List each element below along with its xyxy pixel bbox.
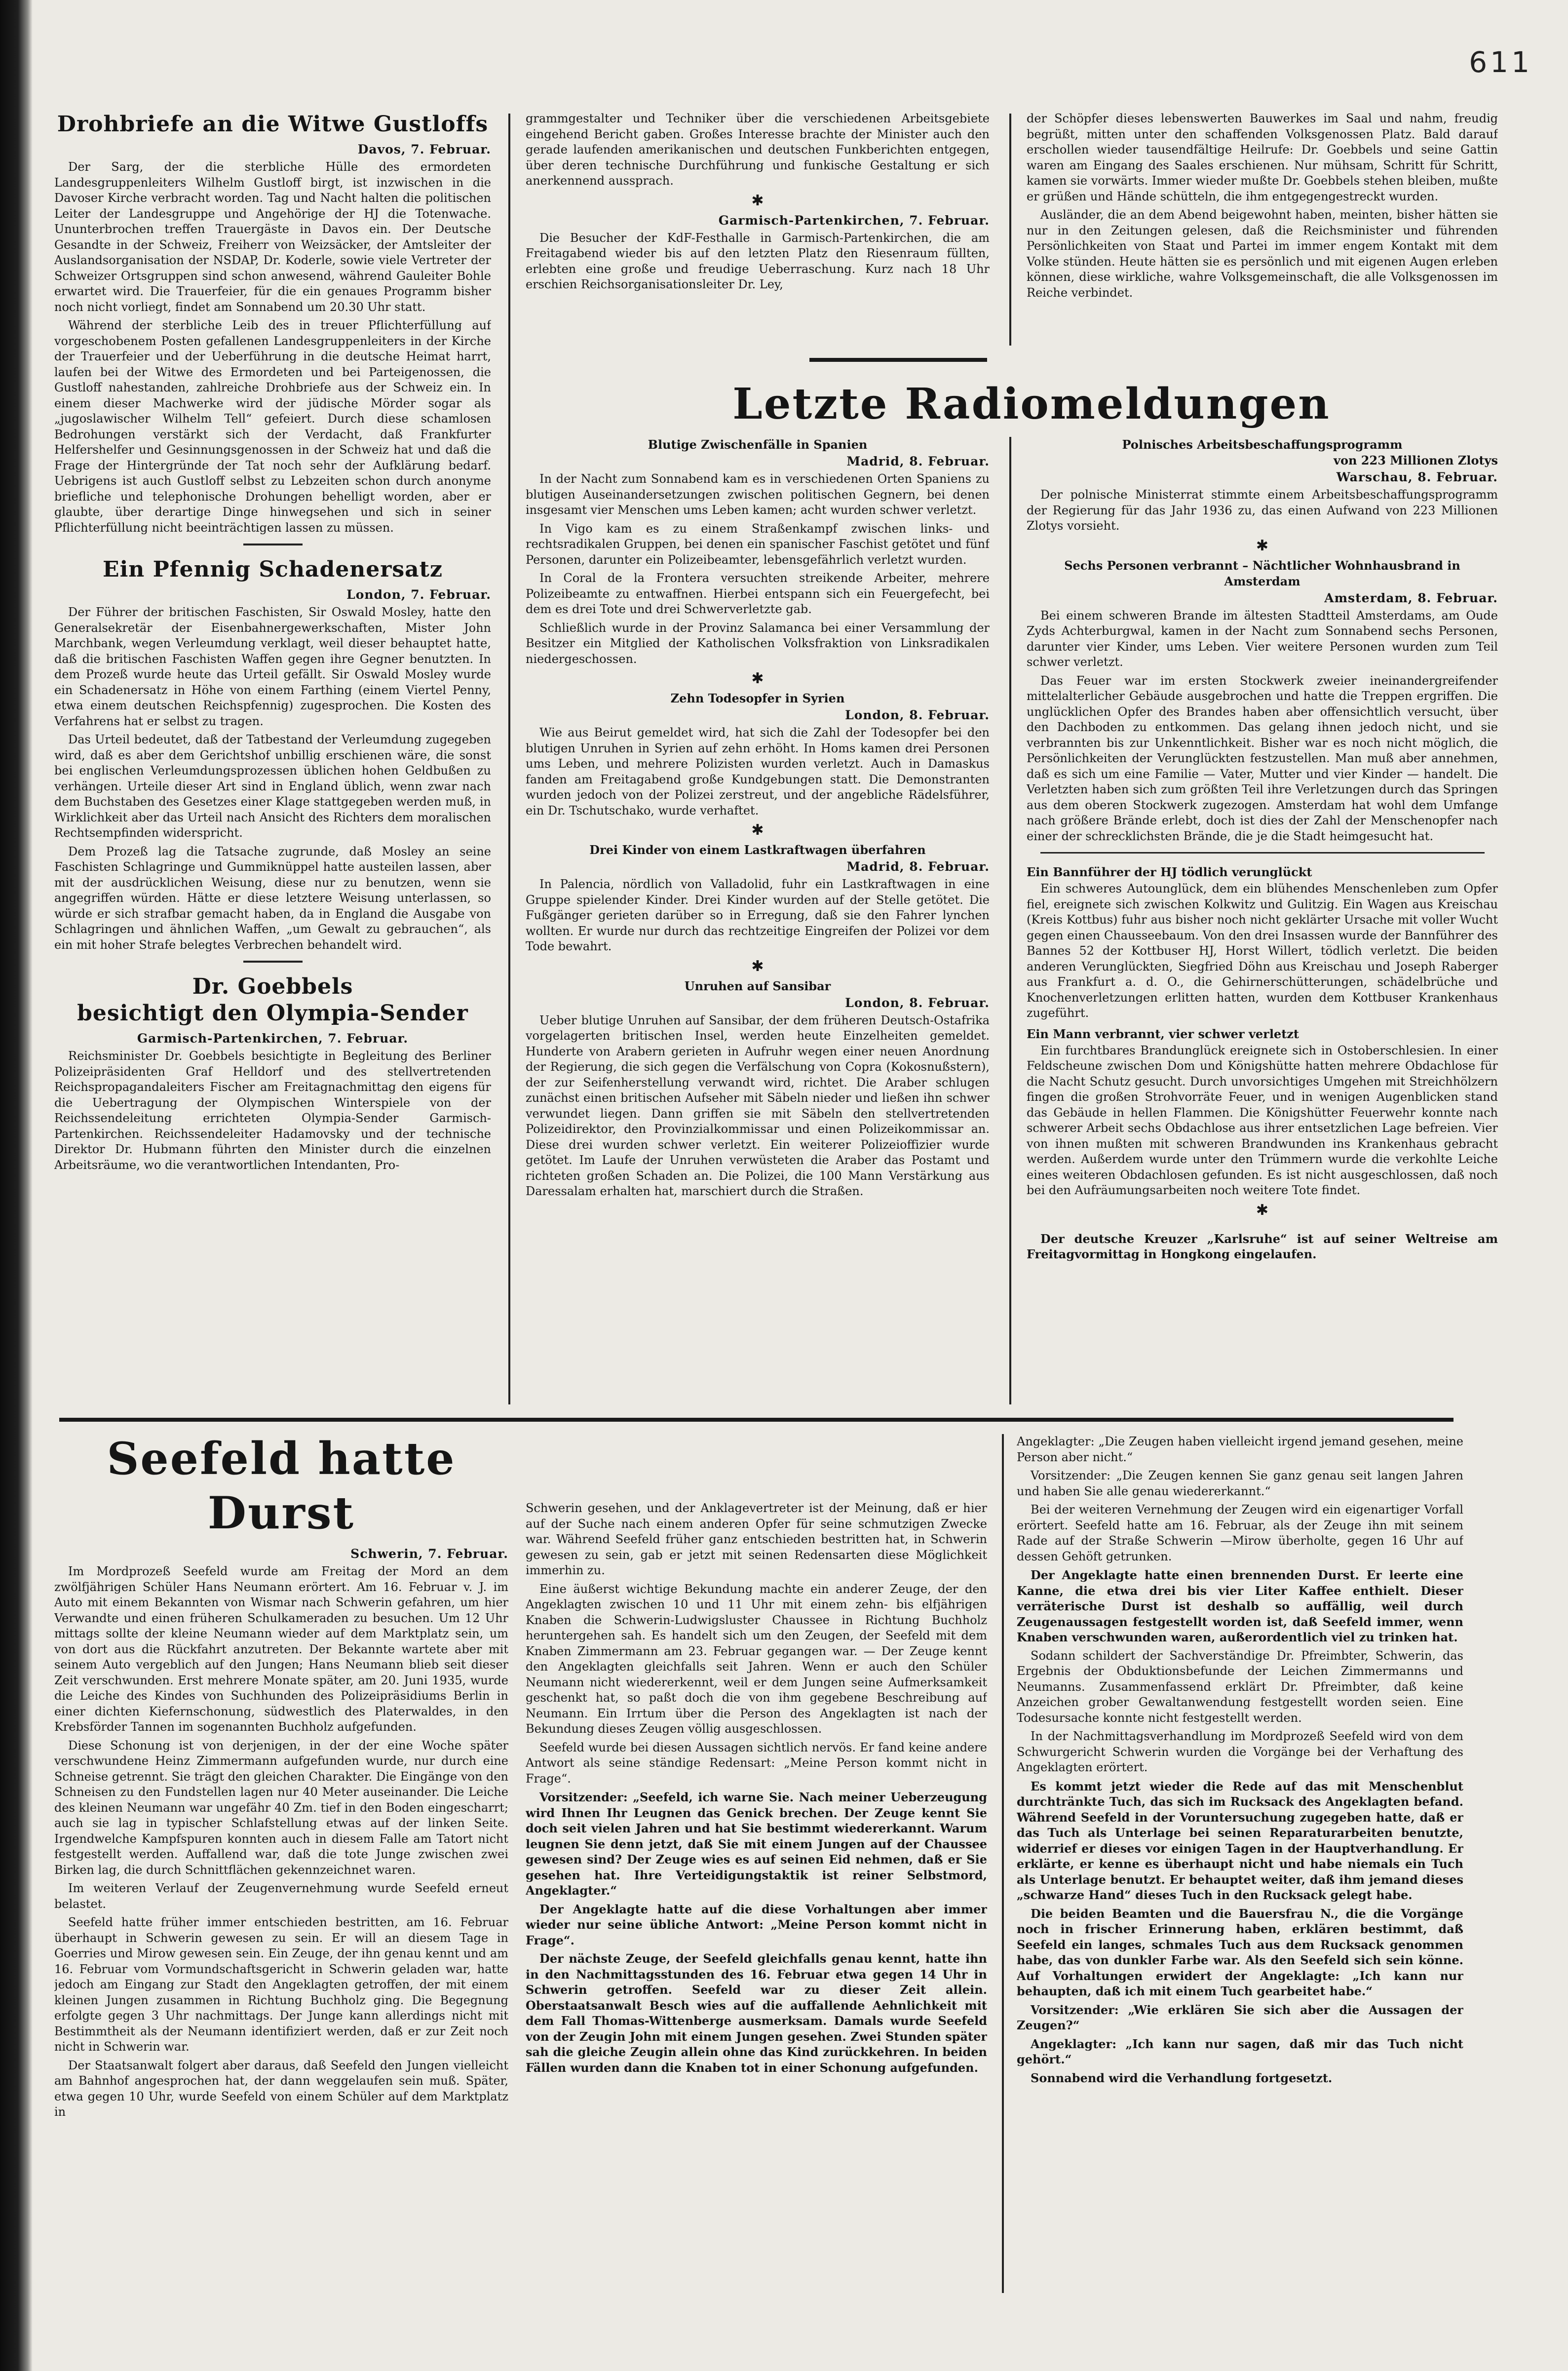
article-headline-goebbels-2: besichtigt den Olympia-Sender xyxy=(77,1001,468,1026)
article-paragraph: Der Führer der britischen Faschisten, Sir Oswald Mosley, hatte den Generalsekretär der Eisenbahnergewerkschaften, Mister John Marchbank, wegen Verleumdung verklagt, weil dieser behauptet hatte, daß die britischen Faschisten Waffen gegen ihre Gegner benutzten. In dem Prozeß wurde heute das Urteil gefällt. Sir Oswald Mosley wurde ein Schadenersatz in Höhe von einem Farthing (einem Viertel Penny, etwa einem deutschen Reichspfennig) zugesprochen. Die Kosten des Verfahrens hat er selbst zu tragen. xyxy=(54,605,491,728)
star-separator: ✱ xyxy=(1256,1201,1269,1219)
dateline: Madrid, 8. Februar. xyxy=(846,454,990,468)
dateline: London, 8. Februar. xyxy=(845,995,990,1010)
dateline: Schwerin, 7. Februar. xyxy=(350,1547,508,1561)
dateline: Amsterdam, 8. Februar. xyxy=(1324,590,1498,605)
article-headline-pfennig: Ein Pfennig Schadenersatz xyxy=(103,557,443,582)
bottom-column-1 xyxy=(54,1432,508,2335)
article-paragraph: Das Urteil bedeutet, daß der Tatbestand der Verleumdung zugegeben wird, daß es aber dem Gerichtshof unbillig erschienen wäre, die sonst bei englischen Verleumdungsprozessen üblichen hohen Geldbußen zu verhängen. Urteile dieser Art sind in England üblich, wenn zwar nach dem Buchstaben des Gesetzes einer Klage stattgegeben werden muß, in Wirklichkeit aber das Urteil nach Ansicht des Richters dem moralischen Rechtsempfinden widerspricht. xyxy=(54,733,491,840)
page-number: 611 xyxy=(1469,45,1532,79)
column-rule xyxy=(1009,437,1011,1404)
article-paragraph: Der polnische Ministerrat stimmte einem Arbeitsbeschaffungsprogramm der Regierung für das Jahr 1936 zu, das einen Aufwand von 223 Millionen Zlotys vorsieht. xyxy=(1027,488,1498,533)
star-separator: ✱ xyxy=(751,957,764,975)
dateline: Garmisch-Partenkirchen, 7. Februar. xyxy=(718,213,990,228)
article-paragraph: grammgestalter und Techniker über die verschiedenen Arbeitsgebiete eingehend Bericht gaben. Großes Interesse brachte der Minister auch den gerade laufenden amerikanischen und deutschen Funkberichten entgegen, über deren technische Durchführung und funkische Gestaltung er sich anerkennend aussprach. xyxy=(526,112,990,188)
article-paragraph: Dem Prozeß lag die Tatsache zugrunde, daß Mosley an seine Faschisten Schlagringe und Gummiknüppel hatte austeilen lassen, aber mit der ausdrücklichen Weisung, diese nur zu benutzen, wenn sie angegriffen würden. Hätte er diese letztere Weisung unterlassen, so würde er sich strafbar gemacht haben, da in England die Ausgabe von Schlagringen und ähnlichen Waffen, „um Gewalt zu gebrauchen“, als ein mit hoher Strafe belegtes Verbrechen behandelt wird. xyxy=(54,844,491,952)
dateline: London, 8. Februar. xyxy=(845,708,990,722)
article-paragraph: Vorsitzender: „Die Zeugen kennen Sie ganz genau seit langen Jahren und haben Sie alle genau wiedererkannt.“ xyxy=(1017,1469,1463,1498)
separator-rule xyxy=(1040,852,1485,854)
radio-item-title: Blutige Zwischenfälle in Spanien xyxy=(648,437,868,452)
article-paragraph: Seefeld wurde bei diesen Aussagen sichtlich nervös. Er fand keine andere Antwort als seine ständige Redensart: „Meine Person kommt nicht in Frage“. xyxy=(526,1740,987,1786)
radio-column-left xyxy=(526,437,990,1404)
article-paragraph: Die Besucher der KdF-Festhalle in Garmisch-Partenkirchen, die am Freitagabend wieder bis auf den letzten Platz den Riesenraum füllten, erlebten eine große und freudige Ueberraschung. Kurz nach 18 Uhr erschien Reichsorganisationsleiter Dr. Ley, xyxy=(526,231,990,291)
top-column-3-upper xyxy=(1027,111,1498,343)
article-paragraph: Es kommt jetzt wieder die Rede auf das mit Menschenblut durchtränkte Tuch, das sich im Rucksack des Angeklagten befand. Während Seefeld in der Voruntersuchung zugegeben hatte, daß er das Tuch als Unterlage bei seinen Reparaturarbeiten benutzte, widerrief er dieses vor einigen Tagen in der Hauptverhandlung. Er erklärte, er kenne es überhaupt nicht und habe niemals ein Tuch als Unterlage benutzt. Er behauptet weiter, daß ihm jemand dieses „schwarze Hand“ dieses Tuch in den Rucksack gelegt habe. xyxy=(1017,1779,1463,1902)
separator-rule xyxy=(243,544,303,545)
bottom-column-3 xyxy=(1017,1434,1463,2335)
seefeld-headline: Seefeld hatte Durst xyxy=(107,1433,456,1539)
top-column-1 xyxy=(54,111,491,1407)
article-paragraph: Ausländer, die an dem Abend beigewohnt haben, meinten, bisher hätten sie nur in den Zeitungen gelesen, daß die Reichsminister und führenden Persönlichkeiten von Staat und Partei im immer engem Kontakt mit dem Volke stünden. Heute hätten sie es persönlich und mit eigenen Augen erleben können, diese wirkliche, wahre Volksgemeinschaft, die alle Volksgenossen im Reiche verbindet. xyxy=(1027,208,1498,300)
article-paragraph: Schwerin gesehen, und der Anklagevertreter ist der Meinung, daß er hier auf der Suche nach einem anderen Opfer für seine schmutzigen Zwecke war. Während Seefeld früher ganz entschieden bestritten hat, in Schwerin gewesen zu sein, gab er jetzt mit seinen Redensarten diese Möglichkeit immerhin zu. xyxy=(526,1501,987,1577)
radio-item-title: Sechs Personen verbrannt – Nächtlicher Wohnhausbrand in Amsterdam xyxy=(1064,558,1460,588)
column-rule xyxy=(1009,114,1011,346)
article-paragraph: Schließlich wurde in der Provinz Salamanca bei einer Versammlung der Besitzer ein Mitglied der Katholischen Volksfraktion von Linksradikalen niedergeschossen. xyxy=(526,621,990,666)
article-paragraph: Angeklagter: „Die Zeugen haben vielleicht irgend jemand gesehen, meine Person aber nicht.“ xyxy=(1017,1435,1463,1464)
article-paragraph: In Coral de la Frontera versuchten streikende Arbeiter, mehrere Polizeibeamte zu entwaffnen. Hierbei entspann sich ein Feuergefecht, bei dem es drei Tote und drei Schwerverletzte gab. xyxy=(526,571,990,616)
article-paragraph: Im weiteren Verlauf der Zeugenvernehmung wurde Seefeld erneut belastet. xyxy=(54,1881,508,1911)
article-paragraph: Der Angeklagte hatte einen brennenden Durst. Er leerte eine Kanne, die etwa drei bis vier Liter Kaffee enthielt. Dieser verräterische Durst ist deshalb so auffällig, weil durch Zeugenaussagen festgestellt worden ist, daß Seefeld immer, wenn Knaben verschwunden waren, außerordentlich viel zu trinken hat. xyxy=(1017,1568,1463,1644)
article-headline-goebbels-1: Dr. Goebbels xyxy=(192,974,353,999)
page-binding-edge xyxy=(0,0,33,2371)
closing-note: Sonnabend wird die Verhandlung fortgesetzt. xyxy=(1031,2070,1333,2085)
column-rule xyxy=(1002,1434,1004,2293)
cruiser-notice: Der deutsche Kreuzer „Karlsruhe“ ist auf seiner Weltreise am Freitagvormittag in Hongkong eingelaufen. xyxy=(1027,1231,1498,1261)
article-paragraph: Wie aus Beirut gemeldet wird, hat sich die Zahl der Todesopfer bei den blutigen Unruhen in Syrien auf zehn erhöht. In Homs kamen drei Personen ums Leben, und mehrere Polizisten wurden verletzt. Auch in Damaskus fanden am Freitagabend große Kundgebungen statt. Die Demonstranten wurden jedoch von der Polizei zerstreut, und der angebliche Rädelsführer, ein Dr. Tschutschako, wurde verhaftet. xyxy=(526,726,990,817)
article-paragraph: Ein furchtbares Brandunglück ereignete sich in Ostoberschlesien. In einer Feldscheune zwischen Dom und Königshütte hatten mehrere Obdachlose für die Nacht Schutz gesucht. Durch unvorsichtiges Umgehen mit Streichhölzern fingen die großen Strohvorräte Feuer, und in wenigen Augenblicken stand das Gebäude in hellen Flammen. Die Königshütter Feuerwehr konnte nach schwerer Arbeit sechs Obdachlose aus ihrer entsetzlichen Lage befreien. Vier von ihnen mußten mit schweren Brandwunden ins Krankenhaus gebracht werden. Außerdem wurde unter den Trümmern wurde die verkohlte Leiche eines weiteren Obdachlosen gefunden. Es ist nicht ausgeschlossen, daß noch bei den Aufräumungsarbeiten noch weitere Tote findet. xyxy=(1027,1043,1498,1197)
dateline: Garmisch-Partenkirchen, 7. Februar. xyxy=(137,1031,409,1046)
article-paragraph: der Schöpfer dieses lebenswerten Bauwerkes im Saal und nahm, freudig begrüßt, mitten unter den schaffenden Volksgenossen Platz. Bald darauf erschollen wieder tausendfältige Heilrufe: Dr. Goebbels und seine Gattin waren am Eingang des Saales erschienen. Nur mühsam, Schritt für Schritt, kamen sie vorwärts. Immer wieder mußte Dr. Goebbels stehen bleiben, mußte er grüßen und Hände schütteln, die ihm entgegengestreckt wurden. xyxy=(1027,112,1498,203)
article-paragraph: Das Feuer war im ersten Stockwerk zweier ineinandergreifender mittelalterlicher Gebäude ausgebrochen und hatte die Treppen ergriffen. Die unglücklichen Opfer des Brandes haben aber offensichtlich versucht, über den Dachboden zu entkommen. Das gelang ihnen jedoch nicht, und sie verbrannten bis zur Unkenntlichkeit. Bisher war es noch nicht möglich, die Persönlichkeiten der Verunglückten festzustellen. Man muß aber annehmen, daß es sich um eine Familie — Vater, Mutter und vier Kinder — handelt. Die Verletzten haben sich zum größten Teil ihre Verletzungen durch das Springen aus dem oberen Stockwerk zugezogen. Amsterdam hat wohl dem Umfange nach größere Brände erlebt, doch ist dies der Zahl der Menschenopfer nach einer der schrecklichsten Brände, die je die Stadt heimgesucht hat. xyxy=(1027,673,1498,843)
dateline: London, 7. Februar. xyxy=(346,587,491,602)
article-paragraph: Im Mordprozeß Seefeld wurde am Freitag der Mord an dem zwölfjährigen Schüler Hans Neumann erörtert. Am 16. Februar v. J. im Auto mit einem Bekannten von Wismar nach Schwerin gefahren, um hier Verwandte und einen früheren Schulkameraden zu besuchen. Um 12 Uhr mittags sollte der kleine Neumann wieder auf dem Marktplatz sein, um von dort aus die Rückfahrt anzutreten. Der Bekannte wartete aber mit seinem Auto vergeblich auf den Jungen; Hans Neumann blieb seit dieser Zeit verschwunden. Erst mehrere Monate später, am 20. Juni 1935, wurde die Leiche des Kindes von Suchhunden des Polizeipräsidiums Berlin in einer dichten Kiefernschonung, südwestlich des Platerwaldes, in den Krebsförder Tannen im sogenannten Buchholz aufgefunden. xyxy=(54,1564,508,1734)
section-rule xyxy=(59,1418,1453,1422)
article-paragraph: Die beiden Beamten und die Bauersfrau N., die die Vorgänge noch in frischer Erinnerung haben, erklären bestimmt, daß Seefeld ein langes, schmales Tuch aus dem Rucksack genommen habe, das von dunkler Farbe war. Als den Seefeld sich sein könne. Auf Vorhaltungen erwidert der Angeklagte: „Ich kann nur behaupten, daß ich mit einem Tuch gearbeitet habe.“ xyxy=(1017,1906,1463,1998)
radio-item-title: Unruhen auf Sansibar xyxy=(684,978,831,993)
article-paragraph: Bei der weiteren Vernehmung der Zeugen wird ein eigenartiger Vorfall erörtert. Seefeld hatte am 16. Februar, als der Zeuge ihn mit seinem Rade auf der Straße Schwerin —Mirow überholte, gegen 16 Uhr auf dessen Gehöft getrunken. xyxy=(1017,1503,1463,1563)
radio-column-right xyxy=(1027,437,1498,1404)
bottom-column-2 xyxy=(526,1501,987,2335)
dateline: Warschau, 8. Februar. xyxy=(1336,470,1498,484)
article-paragraph: Vorsitzender: „Wie erklären Sie sich aber die Aussagen der Zeugen?“ xyxy=(1017,2002,1463,2032)
radio-section-headline: Letzte Radiomeldungen xyxy=(732,379,1331,429)
article-paragraph: Vorsitzender: „Seefeld, ich warne Sie. Nach meiner Ueberzeugung wird Ihnen Ihr Leugnen das Genick brechen. Der Zeuge kennt Sie doch seit vielen Jahren und hat Sie bestimmt wiedererkannt. Warum leugnen Sie denn jetzt, daß Sie mit einem Jungen auf der Chaussee gewesen sind? Der Zeuge wies es auf seinen Eid nehmen, daß er Sie gesehen hat. Ihre Verteidigungstaktik ist reiner Selbstmord, Angeklagter.“ xyxy=(526,1790,987,1898)
separator-rule xyxy=(243,961,303,963)
article-paragraph: In der Nacht zum Sonnabend kam es in verschiedenen Orten Spaniens zu blutigen Auseinandersetzungen zwischen politischen Gegnern, bei denen insgesamt vier Menschen ums Leben kamen; acht wurden schwer verletzt. xyxy=(526,472,990,517)
article-paragraph: In Vigo kam es zu einem Straßenkampf zwischen links- und rechtsradikalen Gruppen, bei denen ein spanischer Faschist getötet und fünf Personen, darunter ein Polizeibeamter, lebensgefährlich verletzt wurden. xyxy=(526,521,990,567)
star-separator: ✱ xyxy=(1256,537,1269,554)
dateline: Madrid, 8. Februar. xyxy=(846,859,990,874)
radio-item-title: Zehn Todesopfer in Syrien xyxy=(670,691,845,705)
radio-item-title: Polnisches Arbeitsbeschaffungsprogramm xyxy=(1122,437,1403,452)
radio-item-title: Ein Mann verbrannt, vier schwer verletzt xyxy=(1027,1026,1299,1041)
article-paragraph: Der Angeklagte hatte auf die diese Vorhaltungen aber immer wieder nur seine übliche Antwort: „Meine Person kommt nicht in Frage“. xyxy=(526,1902,987,1947)
star-separator: ✱ xyxy=(751,670,764,687)
star-separator: ✱ xyxy=(751,821,764,839)
article-paragraph: Während der sterbliche Leib des in treuer Pflichterfüllung auf vorgeschobenem Posten gefallenen Landesgruppenleiters in der Kirche der Trauerfeier und der Ueberführung in die deutsche Heimat harrt, laufen bei der Witwe des Ermordeten und bei Parteigenossen, die Gustloff nahestanden, zahlreiche Drohbriefe aus der Schweiz ein. In einem dieser Machwerke wird der jüdische Mörder sogar als „jugoslawischer Wilhelm Tell“ gefeiert. Durch diese schamlosen Bedrohungen verstärkt sich der Verdacht, daß Frankfurter Helfershelfer und Gesinnungsgenossen in der Schweiz hat und daß die Frage der Hintergründe der Tat noch sehr der Aufklärung bedarf. Uebrigens ist auch Gustloff selbst zu Lebzeiten schon durch anonyme briefliche und telephonische Drohungen behelligt worden, aber er glaubte, über derartige Dinge hinwegsehen und sich in seiner Pflichterfüllung nicht beeinträchtigen lassen zu müssen. xyxy=(54,318,491,535)
article-paragraph: Reichsminister Dr. Goebbels besichtigte in Begleitung des Berliner Polizeipräsidenten Graf Helldorf und des stellvertretenden Reichspropagandaleiters Fischer am Freitagnachmittag den eigens für die Uebertragung der Olympischen Winterspiele von der Reichssendeleitung errichteten Olympia-Sender Garmisch-Partenkirchen. Reichssendeleiter Hadamovsky und der technische Direktor Dr. Hubmann führten den Minister durch die einzelnen Arbeitsräume, wo die verantwortlichen Intendanten, Pro- xyxy=(54,1049,491,1172)
article-paragraph: Ein schweres Autounglück, dem ein blühendes Menschenleben zum Opfer fiel, ereignete sich zwischen Kolkwitz und Gulitzig. Ein Wagen aus Kreischau (Kreis Kottbus) fuhr aus bisher noch nicht geklärter Ursache mit voller Wucht gegen einen Chausseebaum. Von den drei Insassen wurde der Bannführer des Bannes 52 der Kottbuser HJ, Horst Willert, tödlich verletzt. Die beiden anderen Verunglückten, Siegfried Döhn aus Kreischau und Joseph Raberger aus Frankfurt a. d. O., die Gehirnerschütterungen, schädelbrüche und Knochenverletzungen erlitten hatten, wurden dem Kottbuser Krankenhaus zugeführt. xyxy=(1027,882,1498,1020)
article-paragraph: Der Sarg, der die sterbliche Hülle des ermordeten Landesgruppenleiters Wilhelm Gustloff birgt, ist inzwischen in die Davoser Kirche verbracht worden. Tag und Nacht halten die politischen Leiter der Landesgruppe und Angehörige der HJ die Totenwache. Ununterbrochen treffen Trauergäste in Davos ein. Der Deutsche Gesandte in der Schweiz, Freiherr von Weizsäcker, der Amtsleiter der Auslandsorganisation der NSDAP, Dr. Koderle, sowie viele Vertreter der Schweizer Ortsgruppen sind schon anwesend, während Gauleiter Bohle erwartet wird. Die Trauerfeier, für die ein genaues Programm bisher noch nicht vorliegt, findet am Sonnabend um 20.30 Uhr statt. xyxy=(54,160,491,314)
radio-item-title-line2: von 223 Millionen Zlotys xyxy=(1334,453,1498,467)
article-paragraph: Angeklagter: „Ich kann nur sagen, daß mir das Tuch nicht gehört.“ xyxy=(1017,2036,1463,2066)
column-rule xyxy=(508,114,510,1404)
article-paragraph: Eine äußerst wichtige Bekundung machte ein anderer Zeuge, der den Angeklagten zwischen 10 und 11 Uhr mit einem zehn- bis elfjährigen Knaben die Schwerin-Ludwigsluster Chaussee in Richtung Buchholz heruntergehen sah. Es handelt sich um den Zeugen, der Seefeld mit dem Knaben Zimmermann am 23. Februar gegangen war. — Der Zeuge kennt den Angeklagten gleichfalls seit Jahren. Wenn er auch den Schüler Neumann nicht wiedererkennt, weil er dem Jungen seine Aufmerksamkeit geschenkt hat, so paßt doch die von ihm gegebene Beschreibung auf Neumann. Ein Irrtum über die Person des Angeklagten ist nach der Bekundung dieses Zeugen völlig ausgeschlossen. xyxy=(526,1582,987,1736)
article-headline-gustloff: Drohbriefe an die Witwe Gustloffs xyxy=(57,112,489,137)
article-paragraph: In der Nachmittagsverhandlung im Mordprozeß Seefeld wird von dem Schwurgericht Schwerin wurden die Vorgänge bei der Verhaftung des Angeklagten erörtert. xyxy=(1017,1729,1463,1774)
radio-item-title: Drei Kinder von einem Lastkraftwagen überfahren xyxy=(589,843,926,857)
star-separator: ✱ xyxy=(751,192,764,209)
article-paragraph: Ueber blutige Unruhen auf Sansibar, der dem früheren Deutsch-Ostafrika vorgelagerten britischen Insel, werden heute Einzelheiten gemeldet. Hunderte von Arabern gerieten in Aufruhr wegen einer neuen Anordnung der Regierung, die sich gegen die Verfälschung von Copra (Kokosnußstern), der zur Seifenherstellung verwandt wird, richtet. Die Araber schlugen zunächst einen britischen Aufseher mit Säbeln nieder und ließen ihn schwer verwundet liegen. Dann griffen sie mit Säbeln den stellvertretenden Polizeidirektor, den Provinzialkommissar und einen Polizeikommissar an. Diese drei wurden schwer verletzt. Ein weiterer Polizeioffizier wurde getötet. Im Laufe der Unruhen verwüsteten die Araber das Postamt und richteten großen Schaden an. Die Polizei, die 100 Mann Verstärkung aus Daressalam erhalten hat, marschiert durch die Straßen. xyxy=(526,1013,990,1198)
dateline: Davos, 7. Februar. xyxy=(357,142,491,156)
article-paragraph: In Palencia, nördlich von Valladolid, fuhr ein Lastkraftwagen in eine Gruppe spielender Kinder. Drei Kinder wurden auf der Stelle getötet. Die Fußgänger gerieten darüber so in Erregung, daß sie den Fahrer lynchen wollten. Er wurde nur durch das rechtzeitige Eingreifen der Polizei vor dem Tode bewahrt. xyxy=(526,877,990,953)
section-rule xyxy=(809,358,987,362)
top-column-2-upper xyxy=(526,111,990,343)
article-paragraph: Der nächste Zeuge, der Seefeld gleichfalls genau kennt, hatte ihn in den Nachmittagsstunden des 16. Februar etwa gegen 14 Uhr in Schwerin getroffen. Seefeld war zu dieser Zeit allein. Oberstaatsanwalt Besch wies auf die auffallende Aehnlichkeit mit dem Fall Thomas-Wittenberge ausmerksam. Damals wurde Seefeld von der Zeugin John mit einem Jungen gesehen. Zwei Stunden später sah die gleiche Zeugin allein ohne das Kind zurückkehren. In beiden Fällen wurden dann die Knaben tot in einer Schonung aufgefunden. xyxy=(526,1951,987,2075)
radio-item-title: Ein Bannführer der HJ tödlich verunglückt xyxy=(1027,865,1312,879)
article-paragraph: Bei einem schweren Brande im ältesten Stadtteil Amsterdams, am Oude Zyds Achterburgwal, kamen in der Nacht zum Sonnabend sechs Personen, darunter vier Kinder, ums Leben. Vier weitere Personen wurden zum Teil schwer verletzt. xyxy=(1027,608,1498,669)
article-paragraph: Der Staatsanwalt folgert aber daraus, daß Seefeld den Jungen vielleicht am Bahnhof angesprochen hat, der dann weggelaufen sein muß. Später, etwa gegen 10 Uhr, wurde Seefeld von einem Schüler auf dem Marktplatz in xyxy=(54,2058,508,2119)
article-paragraph: Sodann schildert der Sachverständige Dr. Pfreimbter, Schwerin, das Ergebnis der Obduktionsbefunde der Leichen Zimmermanns und Neumanns. Zusammenfassend erklärt Dr. Pfreimbter, daß keine Anzeichen grober Gewaltanwendung festgestellt worden seien. Eine Todesursache konnte nicht festgestellt werden. xyxy=(1017,1648,1463,1725)
article-paragraph: Diese Schonung ist von derjenigen, in der der eine Woche später verschwundene Heinz Zimmermann aufgefunden wurde, nur durch eine Schneise getrennt. Sie trägt den gleichen Charakter. Die Eingänge von den Schneisen zu den Fundstellen lagen nur 40 Meter auseinander. Die Leiche des kleinen Neumann war ungefähr 40 Zm. tief in den Boden eingescharrt; auch sie lag in typischer Schlafstellung etwas auf der linken Seite. Irgendwelche Kampfspuren konnten auch in diesem Falle am Tatort nicht festgestellt werden. Auffallend war, daß die tote Junge zwischen zwei Birken lag, die durch Schnittflächen gekennzeichnet waren. xyxy=(54,1738,508,1877)
article-paragraph: Seefeld hatte früher immer entschieden bestritten, am 16. Februar überhaupt in Schwerin gewesen zu sein. Er will an diesem Tage in Goerries und Mirow gewesen sein. Ein Zeuge, der ihn genau kennt und am 16. Februar vom Vormundschaftsgericht in Schwerin geladen war, hatte jedoch am Eingang zur Stadt den Angeklagten getroffen, der mit einem kleinen Jungen zusammen in Richtung Buchholz ging. Die Begegnung erfolgte gegen 3 Uhr nachmittags. Der Junge kann allerdings nicht mit Bestimmtheit als der Neumann identifiziert werden, daß er zur Zeit noch nicht in Schwerin war. xyxy=(54,1915,508,2054)
